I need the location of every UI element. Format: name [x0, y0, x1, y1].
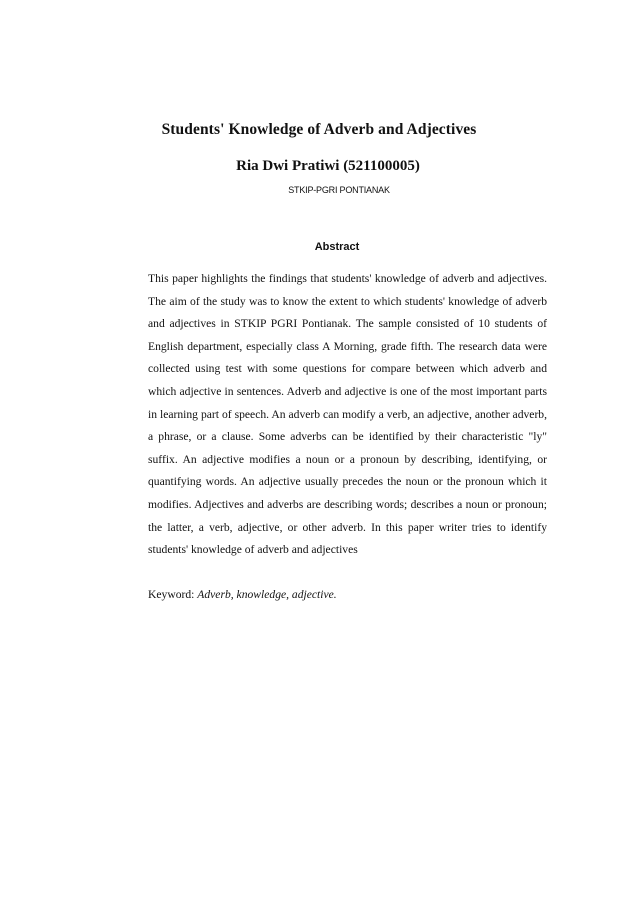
- keywords-value: Adverb, knowledge, adjective.: [197, 588, 337, 601]
- affiliation: STKIP-PGRI PONTIANAK: [288, 185, 390, 195]
- keywords-label: Keyword:: [148, 588, 195, 601]
- paper-title: Students' Knowledge of Adverb and Adjectives: [161, 121, 477, 138]
- author-line: Ria Dwi Pratiwi (521100005): [236, 158, 420, 174]
- abstract-heading: Abstract: [314, 241, 360, 253]
- keywords-line: [148, 588, 337, 601]
- abstract-body: This paper highlights the findings that students' knowledge of adverb and adjectives. The aim of the study was to know the extent to which students' knowledge of adverb and adjectives in STKIP PGRI Pontianak. The sample consisted of 10 students of English department, especially class A Morning, grade fifth. The research data were collected using test with some questions for compare between which adverb and which adjective in sentences. Adverb and adjective is one of the most important parts in learning part of speech. An adverb can modify a verb, an adjective, another adverb, a phrase, or a clause. Some adverbs can be identified by their characteristic "ly" suffix. An adjective modifies a noun or a pronoun by describing, identifying, or quantifying words. An adjective usually precedes the noun or the pronoun which it modifies. Adjectives and adverbs are describing words; describes a noun or pronoun; the latter, a verb, adjective, or other adverb. In this paper writer tries to identify students' knowledge of adverb and adjectives: [148, 272, 547, 557]
